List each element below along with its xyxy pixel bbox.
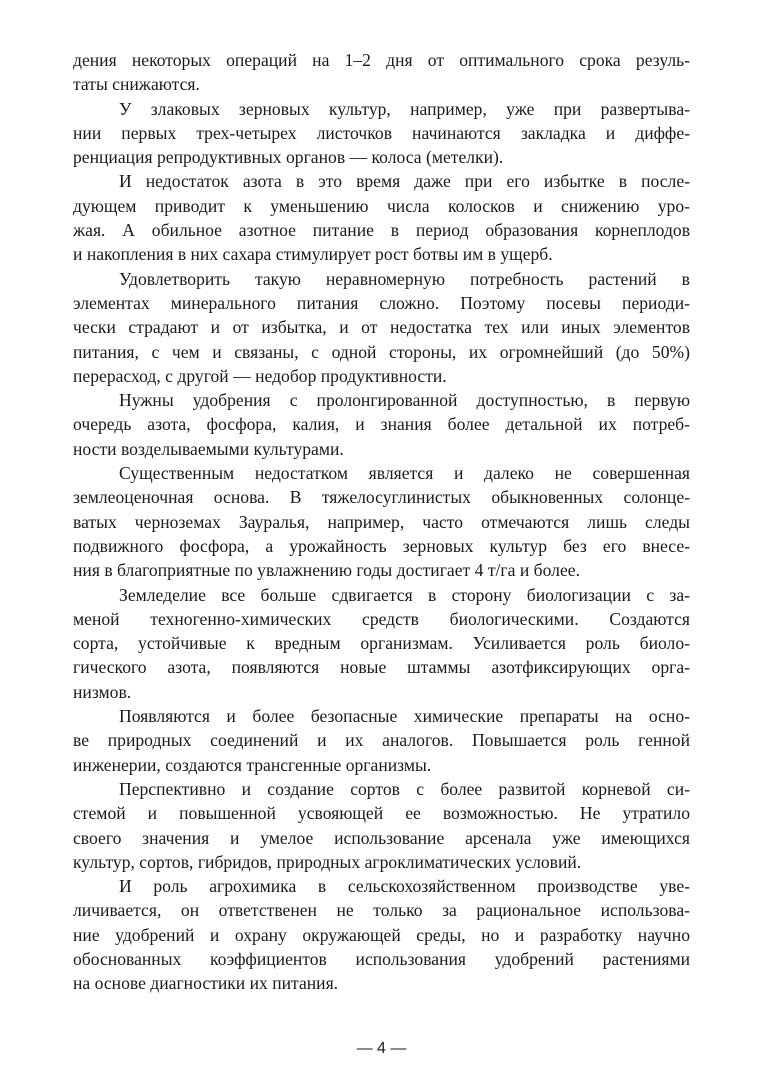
text-line: И роль агрохимика в сельскохозяйственном производстве уве-	[119, 876, 690, 897]
page-number: — 4 —	[356, 1040, 407, 1057]
text-line: сорта, устойчивые к вредным организмам. Усиливается роль биоло-	[73, 633, 690, 654]
text-line: жая. А обильное азотное питание в период образования корнеплодов	[73, 220, 690, 241]
text-line: элементах минерального питания сложно. Поэтому посевы периоди-	[73, 292, 690, 313]
paragraph	[73, 169, 690, 266]
text-line: Удовлетворить такую неравномерную потребность растений в	[119, 268, 690, 289]
text-line: ватых черноземах Зауралья, например, часто отмечаются лишь следы	[73, 511, 690, 532]
text-line: ности возделываемыми культурами.	[73, 438, 344, 459]
text-line: личивается, он ответственен не только за рациональное использова-	[73, 900, 690, 921]
text-line: Перспективно и создание сортов с более развитой корневой си-	[119, 778, 690, 799]
text-line: перерасход, с другой — недобор продуктивности.	[73, 365, 447, 386]
paragraph	[73, 704, 690, 777]
paragraph	[73, 97, 690, 170]
text-line: культур, сортов, гибридов, природных агроклиматических условий.	[73, 851, 582, 872]
text-line: инженерии, создаются трансгенные организмы.	[73, 754, 432, 775]
paragraph	[73, 583, 690, 704]
text-line: меной техногенно-химических средств биологическими. Создаются	[73, 608, 690, 629]
text-line: гического азота, появляются новые штаммы азотфиксирующих орга-	[73, 657, 690, 678]
text-line: ние удобрений и охрану окружающей среды, но и разработку научно	[73, 924, 690, 945]
text-line: обоснованных коэффициентов использования удобрений растениями	[73, 948, 690, 969]
text-line: Нужны удобрения с пролонгированной доступностью, в первую	[119, 390, 690, 411]
text-line: таты снижаются.	[73, 74, 200, 95]
text-line: дения некоторых операций на 1–2 дня от оптимального срока резуль-	[73, 50, 690, 70]
text-line: Существенным недостатком является и далеко не совершенная	[119, 463, 690, 484]
text-line: дующем приводит к уменьшению числа колосков и снижению уро-	[73, 195, 690, 216]
text-line: на основе диагностики их питания.	[73, 973, 339, 994]
text-line: очередь азота, фосфора, калия, и знания более детальной их потреб-	[73, 414, 690, 435]
text-line: Земледелие все больше сдвигается в сторону биологизации с за-	[119, 584, 690, 605]
text-line: землеоценочная основа. В тяжелосуглинистых обыкновенных солонце-	[73, 487, 690, 508]
paragraph	[73, 874, 690, 995]
text-line: Появляются и более безопасные химические препараты на осно-	[119, 706, 690, 727]
text-line: и накопления в них сахара стимулирует рост ботвы им в ущерб.	[73, 244, 553, 265]
paragraph	[73, 267, 690, 388]
text-line: У злаковых зерновых культур, например, уже при развертыва-	[119, 98, 690, 119]
paragraph	[73, 48, 690, 97]
text-line: ве природных соединений и их аналогов. Повышается роль генной	[73, 730, 690, 751]
paragraph	[73, 777, 690, 874]
text-line: питания, с чем и связаны, с одной стороны, их огромнейший (до 50%)	[73, 341, 690, 362]
text-line: ния в благоприятные по увлажнению годы достигает 4 т/га и более.	[73, 560, 580, 581]
text-line: низмов.	[73, 681, 132, 702]
text-line: стемой и повышенной усвояющей ее возможностью. Не утратило	[73, 803, 690, 824]
page-body	[73, 48, 690, 996]
text-line: подвижного фосфора, а урожайность зерновых культур без его внесе-	[73, 535, 690, 556]
text-line: ренциация репродуктивных органов — колоса (метелки).	[73, 147, 504, 168]
paragraph	[73, 388, 690, 461]
text-line: своего значения и умелое использование арсенала уже имеющихся	[73, 827, 690, 848]
text-line: И недостаток азота в это время даже при его избытке в после-	[119, 171, 690, 192]
text-line: чески страдают и от избытка, и от недостатка тех или иных элементов	[73, 317, 690, 338]
text-line: нии первых трех-четырех листочков начинаются закладка и диффе-	[73, 122, 690, 143]
paragraph	[73, 461, 690, 582]
